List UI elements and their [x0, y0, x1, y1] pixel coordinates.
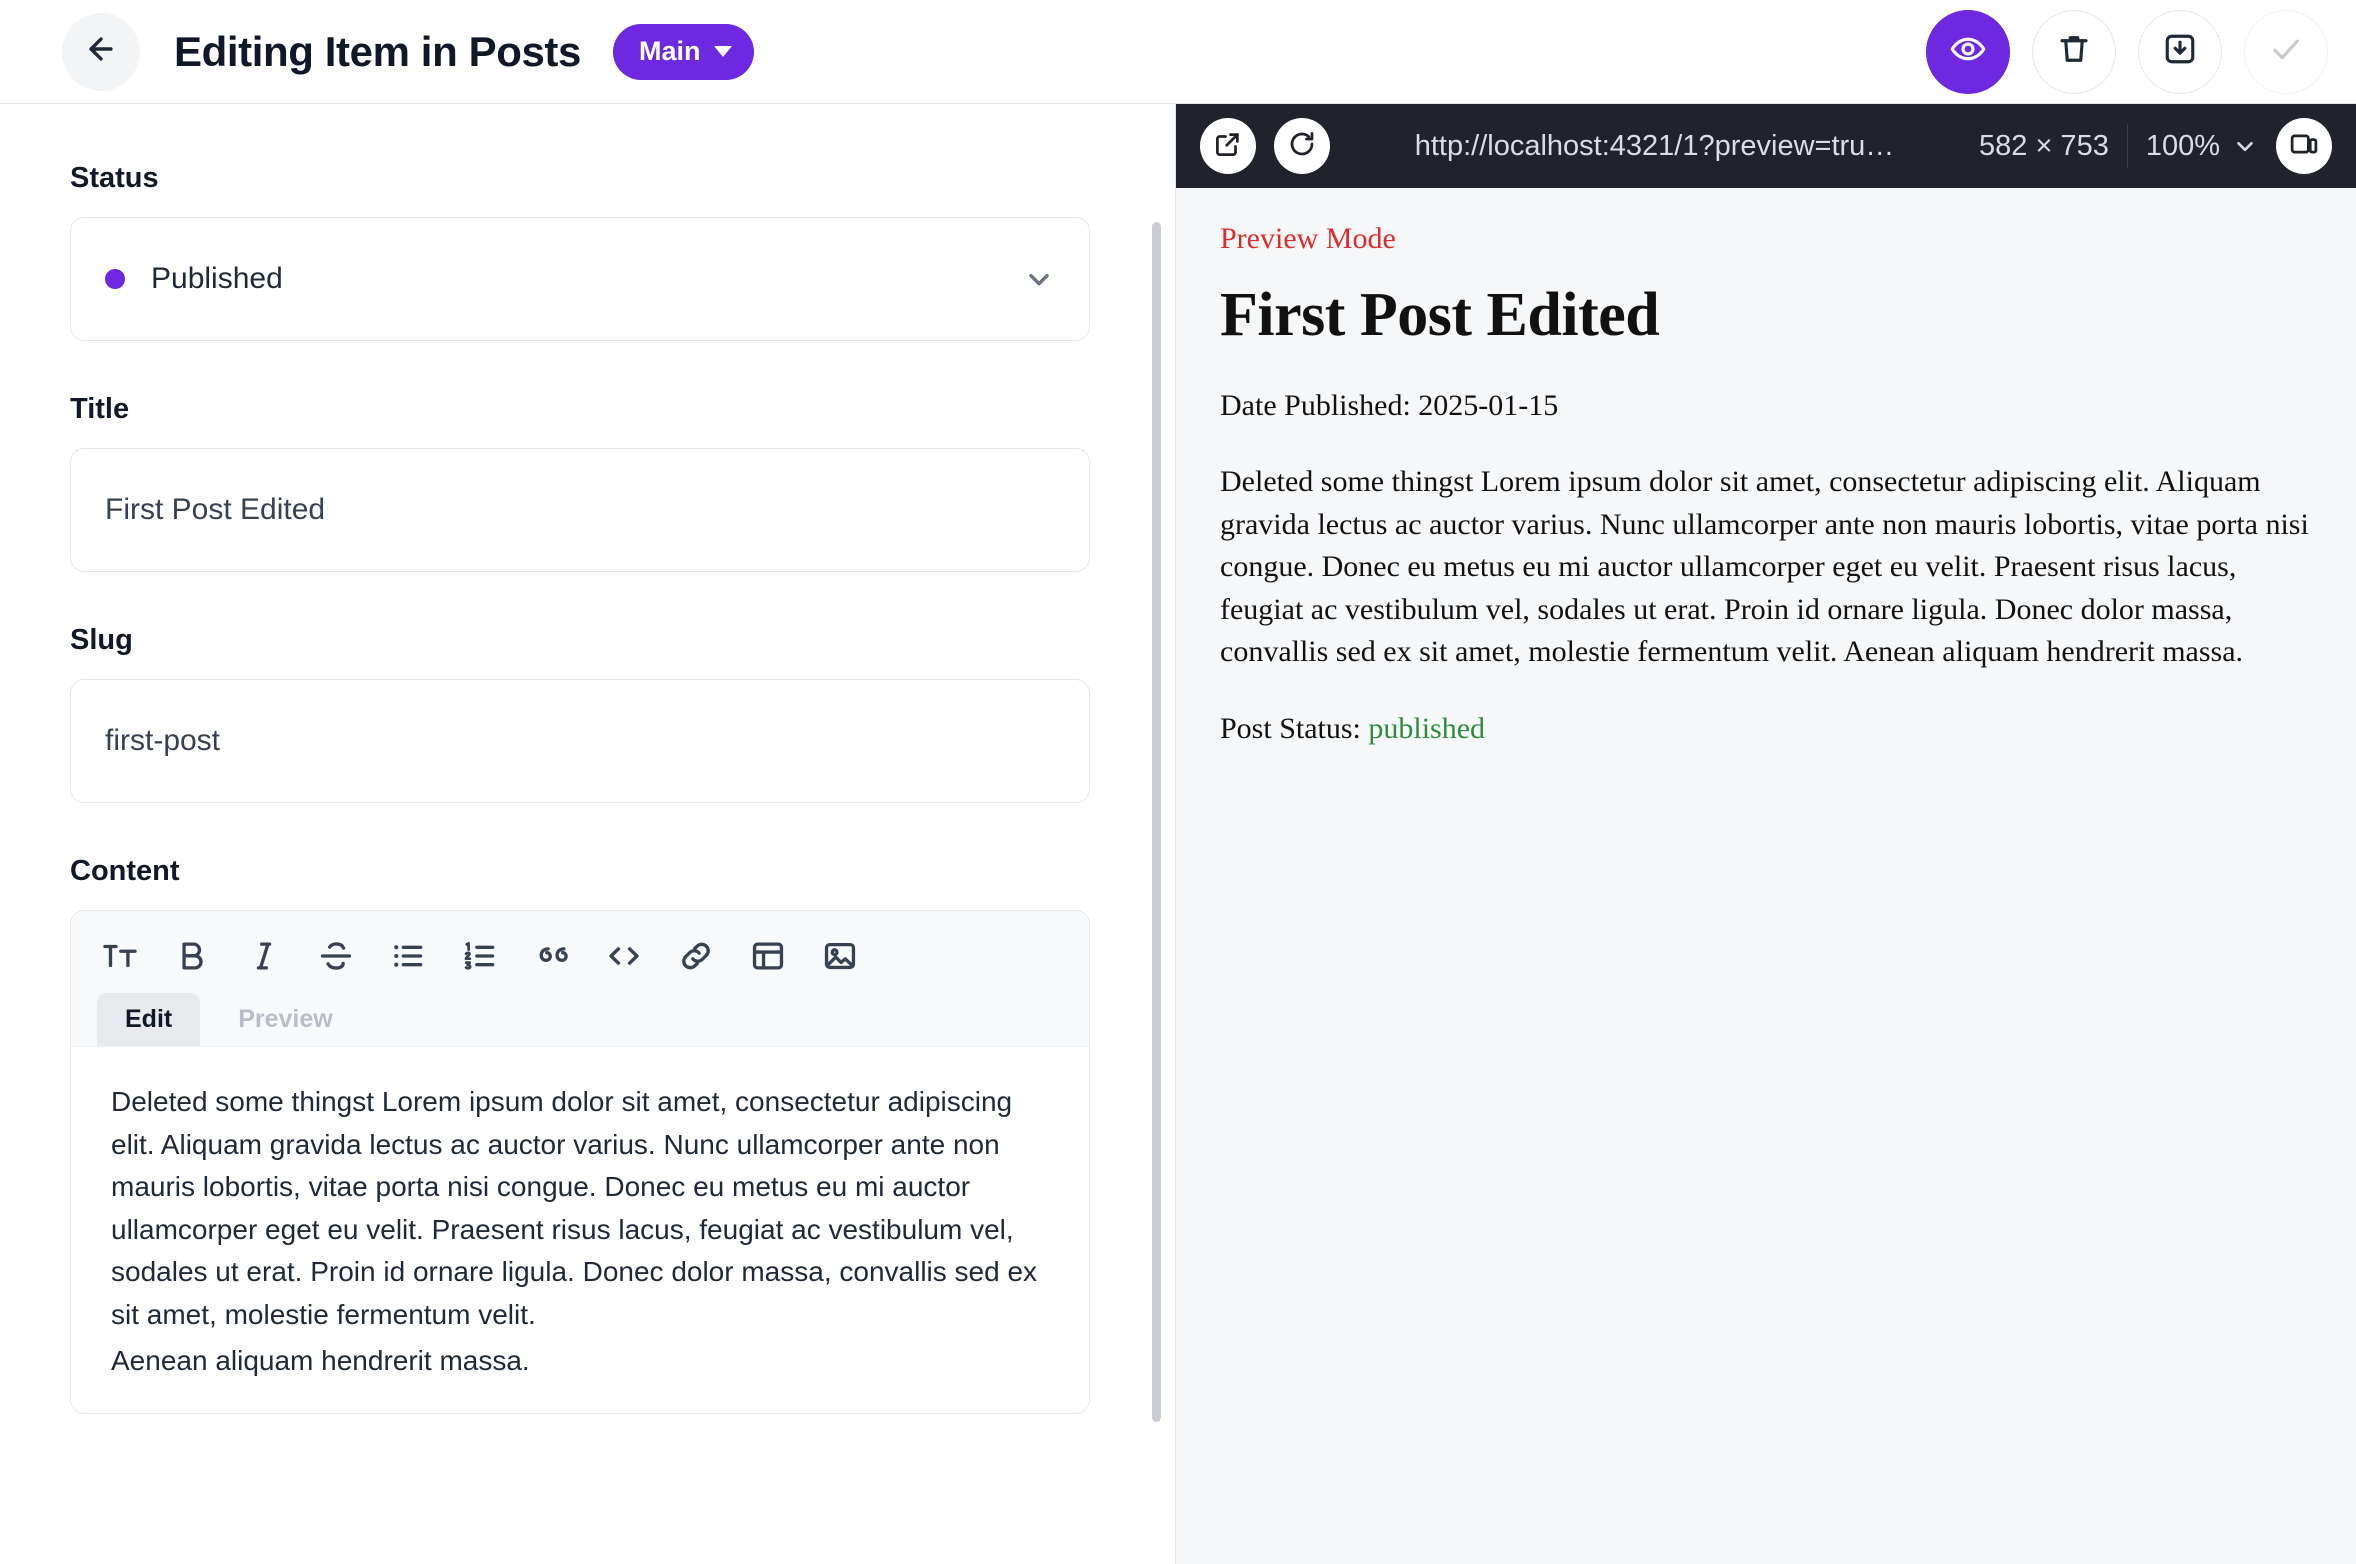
status-label: Status — [70, 162, 159, 194]
slug-value: first-post — [105, 724, 221, 757]
open-external-button[interactable] — [1200, 118, 1256, 174]
check-icon — [2268, 31, 2304, 72]
preview-status-value: published — [1368, 711, 1486, 745]
publish-button[interactable] — [2244, 10, 2328, 94]
tab-edit[interactable]: Edit — [97, 993, 200, 1046]
device-toggle-button[interactable] — [2276, 118, 2332, 174]
preview-post-status — [1220, 712, 2312, 746]
reload-icon — [1287, 129, 1317, 164]
page-title: Editing Item in Posts — [174, 27, 581, 75]
content-toolbar — [71, 911, 1089, 1047]
tab-preview[interactable]: Preview — [238, 1005, 333, 1033]
content-editor — [70, 910, 1090, 1414]
chevron-down-icon — [2232, 133, 2258, 159]
table-icon[interactable] — [745, 933, 791, 979]
preview-zoom-select[interactable] — [2146, 130, 2258, 163]
numbered-list-icon[interactable] — [457, 933, 503, 979]
strikethrough-icon[interactable] — [313, 933, 359, 979]
external-link-icon — [1213, 129, 1243, 164]
preview-post-title: First Post Edited — [1220, 281, 1660, 349]
arrow-left-icon — [84, 32, 118, 71]
status-select[interactable] — [70, 217, 1090, 341]
slug-input[interactable] — [70, 679, 1090, 803]
title-value: First Post Edited — [105, 493, 326, 526]
eye-icon — [1950, 31, 1986, 72]
preview-url[interactable]: http://localhost:4321/1?preview=tru… — [1414, 129, 1895, 162]
back-button[interactable] — [62, 13, 140, 91]
device-toggle-icon — [2289, 129, 2319, 164]
preview-viewport-size: 582 × 753 — [1979, 129, 2109, 162]
preview-document — [1176, 188, 2356, 1564]
title-input[interactable] — [70, 448, 1090, 572]
toolbar-divider — [2127, 124, 2128, 168]
content-paragraph-1: Deleted some thingst Lorem ipsum dolor sit amet, consectetur adipiscing elit. Aliquam gravida lectus ac auctor varius. Nunc ullamcorper ante non mauris lobortis, vitae porta nisi congue. Donec eu metus eu mi auctor ullamcorper eget eu velit. Praesent risus lacus, feugiat ac vestibulum vel, sodales ut erat. Proin id ornare ligula. Donec dolor massa, convallis sed ex sit amet, molestie fermentum velit. — [111, 1086, 1038, 1330]
content-tabs — [97, 993, 1063, 1046]
main-split — [0, 104, 2356, 1564]
image-icon[interactable] — [817, 933, 863, 979]
branch-selector[interactable] — [613, 24, 755, 80]
chevron-down-icon — [1023, 263, 1055, 295]
delete-button[interactable] — [2032, 10, 2116, 94]
status-value: Published — [151, 262, 283, 295]
content-textarea[interactable] — [71, 1047, 1089, 1413]
header-actions — [1926, 10, 2328, 94]
bold-icon[interactable] — [169, 933, 215, 979]
editor-pane — [0, 104, 1175, 1564]
preview-post-body: Deleted some thingst Lorem ipsum dolor sit amet, consectetur adipiscing elit. Aliquam gravida lectus ac auctor varius. Nunc ullamcorper ante non mauris lobortis, vitae porta nisi congue. Donec eu metus eu mi auctor ullamcorper eget eu velit. Praesent risus lacus, feugiat ac vestibulum vel, sodales ut erat. Proin id ornare ligula. Donec dolor massa, convallis sed ex sit amet, molestie fermentum velit. Aenean aliquam hendrerit massa. — [1220, 465, 2309, 669]
preview-toggle-button[interactable] — [1926, 10, 2010, 94]
blockquote-icon[interactable] — [529, 933, 575, 979]
content-label: Content — [70, 855, 180, 887]
bullet-list-icon[interactable] — [385, 933, 431, 979]
preview-mode-banner: Preview Mode — [1220, 222, 1396, 255]
chevron-down-icon — [714, 46, 732, 57]
editor-scrollbar[interactable] — [1152, 222, 1161, 1422]
title-label: Title — [70, 393, 130, 425]
code-icon[interactable] — [601, 933, 647, 979]
text-size-icon[interactable] — [97, 933, 143, 979]
italic-icon[interactable] — [241, 933, 287, 979]
status-dot-icon — [105, 269, 125, 289]
trash-icon — [2056, 31, 2092, 72]
save-box-icon — [2162, 31, 2198, 72]
preview-pane — [1175, 104, 2356, 1564]
preview-status-label: Post Status: — [1220, 711, 1361, 745]
slug-label: Slug — [70, 624, 133, 656]
save-draft-button[interactable] — [2138, 10, 2222, 94]
preview-post-date: Date Published: 2025-01-15 — [1220, 389, 1559, 422]
branch-label: Main — [638, 36, 701, 66]
preview-toolbar — [1176, 104, 2356, 188]
content-paragraph-2: Aenean aliquam hendrerit massa. — [111, 1345, 530, 1377]
app-header — [0, 0, 2356, 104]
zoom-value: 100% — [2145, 129, 2220, 162]
reload-button[interactable] — [1274, 118, 1330, 174]
link-icon[interactable] — [673, 933, 719, 979]
